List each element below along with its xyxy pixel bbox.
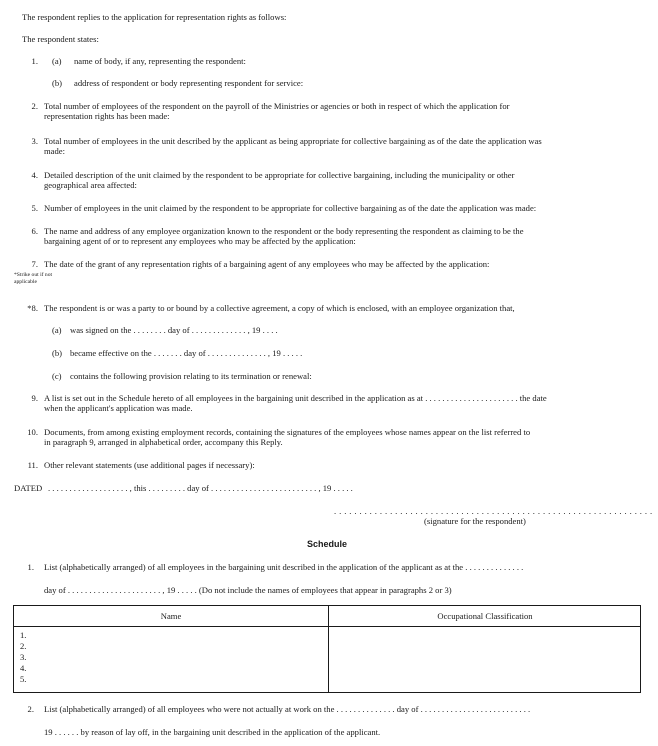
item-3-number: 3. bbox=[31, 136, 38, 146]
table-row-1-number: 1. bbox=[20, 630, 27, 640]
item-2-line-2: representation rights has been made: bbox=[44, 111, 170, 121]
schedule-2-line-2: 19 . . . . . . by reason of lay off, in the bargaining unit described in the application of the applicant. bbox=[44, 727, 381, 737]
table-row-4-number: 4. bbox=[20, 663, 27, 673]
item-5-number: 5. bbox=[31, 203, 38, 213]
table-row-3-number: 3. bbox=[20, 652, 27, 662]
item-6-line-2: bargaining agent of or to represent any employees who may be affected by the application: bbox=[44, 236, 356, 246]
strike-out-note-line-2: applicable bbox=[14, 279, 37, 285]
item-8a-text: was signed on the . . . . . . . . day of . . . . . . . . . . . . . , 19 . . . . bbox=[70, 325, 278, 335]
dated-line: . . . . . . . . . . . . . . . . . . . , this . . . . . . . . . day of . . . . . . . . . . . . . . . . . . . . . . . . . , 19 . . . . . bbox=[48, 483, 353, 493]
schedule-title: Schedule bbox=[307, 539, 348, 549]
item-11-number: 11. bbox=[27, 460, 38, 470]
schedule-2-line-1: List (alphabetically arranged) of all employees who were not actually at work on the . . . . . . . . . . . . . . day of . . . . . . . . . . . . . . . . . . . . . . . . . . bbox=[44, 704, 531, 714]
item-10-line-1: Documents, from among existing employment records, containing the signatures of the employees whose names appear on the list referred to bbox=[44, 427, 531, 437]
signature-line: . . . . . . . . . . . . . . . . . . . . . . . . . . . . . . . . . . . . . . . . . . . . . . . . . . . . . . . . . . . . . . . bbox=[334, 506, 653, 516]
item-1b-label: (b) bbox=[52, 78, 63, 88]
item-4-number: 4. bbox=[31, 170, 38, 180]
item-3-line-1: Total number of employees in the unit described by the applicant as being appropriate for collective bargaining as of the date the application was bbox=[44, 136, 542, 146]
column-header-name: Name bbox=[160, 611, 182, 621]
item-6-number: 6. bbox=[31, 226, 38, 236]
item-8b-text: became effective on the . . . . . . . day of . . . . . . . . . . . . . . , 19 . . . . . bbox=[70, 348, 303, 358]
item-7-line-1: The date of the grant of any representation rights of a bargaining agent of any employees who may be affected by the application: bbox=[44, 259, 490, 269]
respondent-states: The respondent states: bbox=[22, 34, 99, 44]
item-8c-text: contains the following provision relating to its termination or renewal: bbox=[70, 371, 312, 381]
dated-label: DATED bbox=[14, 483, 43, 493]
item-1a-text: name of body, if any, representing the respondent: bbox=[74, 56, 246, 66]
item-11-line-1: Other relevant statements (use additional pages if necessary): bbox=[44, 460, 255, 470]
item-4-line-2: geographical area affected: bbox=[44, 180, 137, 190]
item-9-number: 9. bbox=[31, 393, 38, 403]
schedule-table bbox=[13, 605, 641, 693]
item-8-line-1: The respondent is or was a party to or bound by a collective agreement, a copy of which is enclosed, with an employee organization that, bbox=[44, 303, 515, 313]
item-7-number: 7. bbox=[31, 259, 38, 269]
schedule-1-number: 1. bbox=[27, 562, 34, 572]
item-4-line-1: Detailed description of the unit claimed by the respondent to be appropriate for collective bargaining, including the municipality or other bbox=[44, 170, 515, 180]
item-9-line-1: A list is set out in the Schedule hereto of all employees in the bargaining unit described in the application as at . . . . . . . . . . . . . . . . . . . . . . the date bbox=[44, 393, 547, 403]
table-row-5-number: 5. bbox=[20, 674, 27, 684]
table-row-2-number: 2. bbox=[20, 641, 27, 651]
strike-out-note-line-1: *Strike out if not bbox=[14, 272, 53, 278]
item-1-number: 1. bbox=[31, 56, 38, 66]
item-10-line-2: in paragraph 9, arranged in alphabetical order, accompany this Reply. bbox=[44, 437, 283, 447]
item-1b-text: address of respondent or body representing respondent for service: bbox=[74, 78, 304, 88]
item-8-number: *8. bbox=[27, 303, 38, 313]
item-2-number: 2. bbox=[31, 101, 38, 111]
item-2-line-1: Total number of employees of the respondent on the payroll of the Ministries or agencies or both in respect of which the application for bbox=[44, 101, 510, 111]
item-3-line-2: made: bbox=[44, 146, 65, 156]
item-9-line-2: when the applicant's application was made. bbox=[44, 403, 193, 413]
intro-text: The respondent replies to the application for representation rights as follows: bbox=[22, 12, 287, 22]
column-header-occupational-classification: Occupational Classification bbox=[437, 611, 533, 621]
item-5-line-1: Number of employees in the unit claimed by the respondent to be appropriate for collective bargaining as of the date the application was made: bbox=[44, 203, 537, 213]
item-1a-label: (a) bbox=[52, 56, 62, 66]
item-8c-label: (c) bbox=[52, 371, 62, 381]
item-10-number: 10. bbox=[27, 427, 38, 437]
item-8a-label: (a) bbox=[52, 325, 62, 335]
item-8b-label: (b) bbox=[52, 348, 63, 358]
schedule-1-line-2: day of . . . . . . . . . . . . . . . . . . . . . . , 19 . . . . . (Do not include the names of employees that appear in paragraphs 2 or 3) bbox=[44, 585, 452, 595]
signature-caption: (signature for the respondent) bbox=[424, 516, 526, 526]
item-6-line-1: The name and address of any employee organization known to the respondent or the body representing the respondent as claiming to be the bbox=[44, 226, 524, 236]
schedule-1-line-1: List (alphabetically arranged) of all employees in the bargaining unit described in the application of the applicant as at the . . . . . . . . . . . . . . bbox=[44, 562, 524, 572]
schedule-2-number: 2. bbox=[27, 704, 34, 714]
